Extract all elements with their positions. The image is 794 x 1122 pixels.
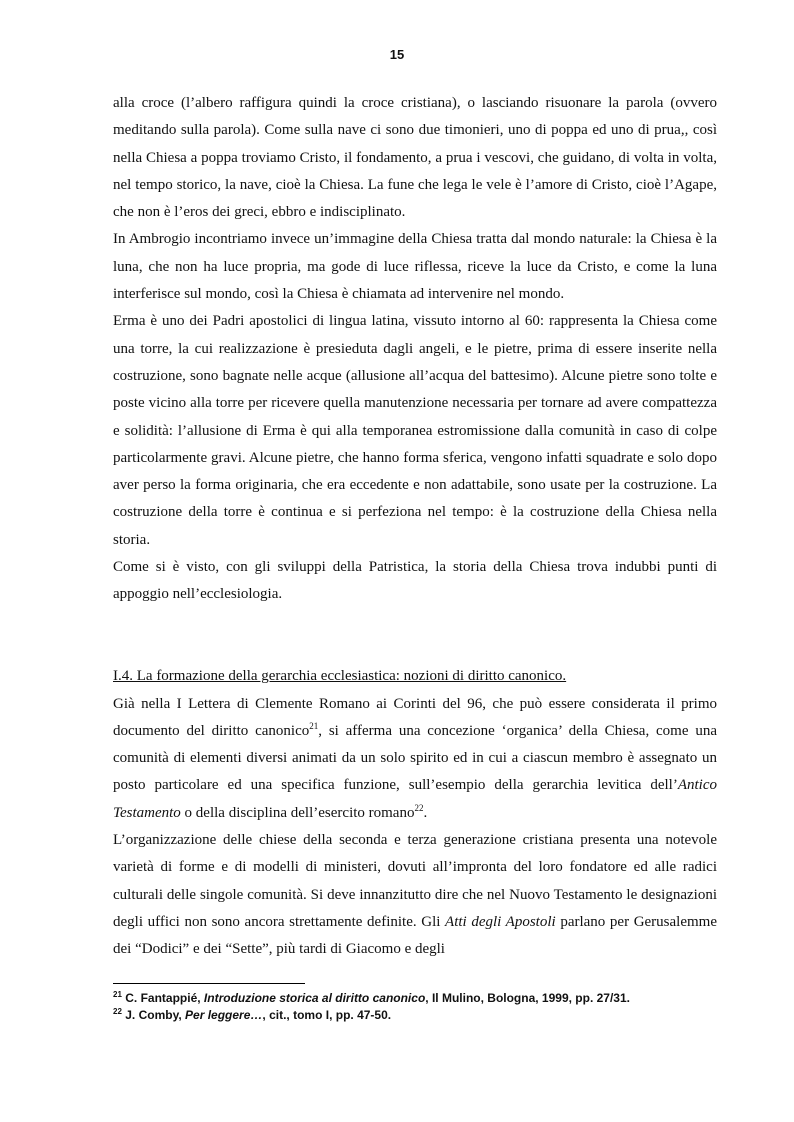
paragraph-text: , si afferma una concezione ‘organica’ della Chiesa, come una comunità di elementi diversi animati da un solo spirito ed in cui a ciascun membro è assegnato un posto particolare ed una specifica funzione, sull’esempio della gerarchia levitica dell’ [113,722,717,794]
footnote-number: 22 [113,1007,122,1016]
paragraph [113,691,717,827]
page-number: 15 [389,47,405,62]
paragraph [113,554,717,609]
footnote-text: , Il Mulino, Bologna, 1999, pp. 27/31. [425,991,630,1005]
italic-title: Atti degli Apostoli [445,913,556,930]
paragraph-text: parlano per Gerusalemme dei “Dodici” e dei “Sette”, più tardi di Giacomo e degli [113,913,717,958]
paragraph-text: . [423,804,428,821]
footnote-reference[interactable]: 22 [414,802,424,813]
paragraph-text: o della disciplina dell’esercito romano [180,804,415,821]
footnote-italic-title: Per leggere… [185,1008,263,1022]
paragraph-text: Erma è uno dei Padri apostolici di lingua latina, vissuto intorno al 60: rappresenta la Chiesa come una torre, la cui realizzazione è presieduta dagli angeli, e le pietre, prima di essere inserite nella costruzione, sono bagnate nelle acque (allusione all’acqua del battesimo). Alcune pietre sono tolte e poste vicino alla torre per ricevere quella manutenzione necessaria per tornare ad avere compattezza e solidità: l’allusione di Erma è qui alla temporanea estromissione dalla comunità in caso di colpe particolarmente gravi. Alcune pietre, che hanno forma sferica, vengono infatti squadrate e solo dopo aver perso la forma originaria, che era eccedente e non adattabile, sono usate per la costruzione. La costruzione della torre è continua e si perfeziona nel tempo: è la costruzione della Chiesa nella storia. [113,313,717,548]
paragraph-text: alla croce (l’albero raffigura quindi la croce cristiana), o lasciando risuonare la parola (ovvero meditando sulla parola). Come sulla nave ci sono due timonieri, uno di poppa ed uno di prua,, così nella Chiesa a poppa troviamo Cristo, il fondamento, a prua i vescovi, che guidano, di volta in volta, nel tempo storico, la nave, cioè la Chiesa. La fune che lega le vele è l’amore di Cristo, cioè l’Agape, che non è l’eros dei greci, ebbro e indisciplinato. [113,95,717,221]
paragraph [113,226,717,308]
paragraph-text: Già nella I Lettera di Clemente Romano ai Corinti del 96, che può essere considerata il primo documento del diritto canonico [113,695,717,739]
section-heading-text: I.4. La formazione della gerarchia ecclesiastica: nozioni di diritto canonico. [113,668,567,685]
footnote-text: , cit., tomo I, pp. 47-50. [262,1008,392,1022]
footnote-text: C. Fantappié, [121,991,204,1005]
paragraph [113,90,717,226]
paragraph [113,827,717,963]
paragraph-text: Come si è visto, con gli sviluppi della Patristica, la storia della Chiesa trova indubbi punti di appoggio nell’ecclesiologia. [113,559,717,603]
footnotes [113,990,717,1024]
body-text [113,90,717,964]
section-heading [113,663,717,690]
footnote-italic-title: Introduzione storica al diritto canonico [203,991,426,1005]
paragraph-text: In Ambrogio incontriamo invece un’immagine della Chiesa tratta dal mondo naturale: la Chiesa è la luna, che non ha luce propria, ma gode di luce riflessa, riceve la luce da Cristo, e come la luna interferisce sul mondo, così la Chiesa è chiamata ad intervenire nel mondo. [113,231,717,303]
paragraph-text: L’organizzazione delle chiese della seconda e terza generazione cristiana presenta una notevole varietà di forme e di modelli di ministeri, dovuti all’impronta del loro fondatore ed alle radici culturali delle singole comunità. Si deve innanzitutto dire che nel Nuovo Testamento le designazioni degli uffici non sono ancora strettamente definite. Gli [113,832,717,930]
paragraph [113,308,717,554]
footnote-separator [113,983,305,984]
footnote-reference[interactable]: 21 [309,720,319,731]
section-spacer [113,609,717,664]
footnote [113,990,717,1007]
footnote [113,1007,717,1024]
footnote-number: 21 [113,990,122,999]
footnote-text: J. Comby, [121,1008,186,1022]
italic-title: Antico Testamento [113,777,717,821]
